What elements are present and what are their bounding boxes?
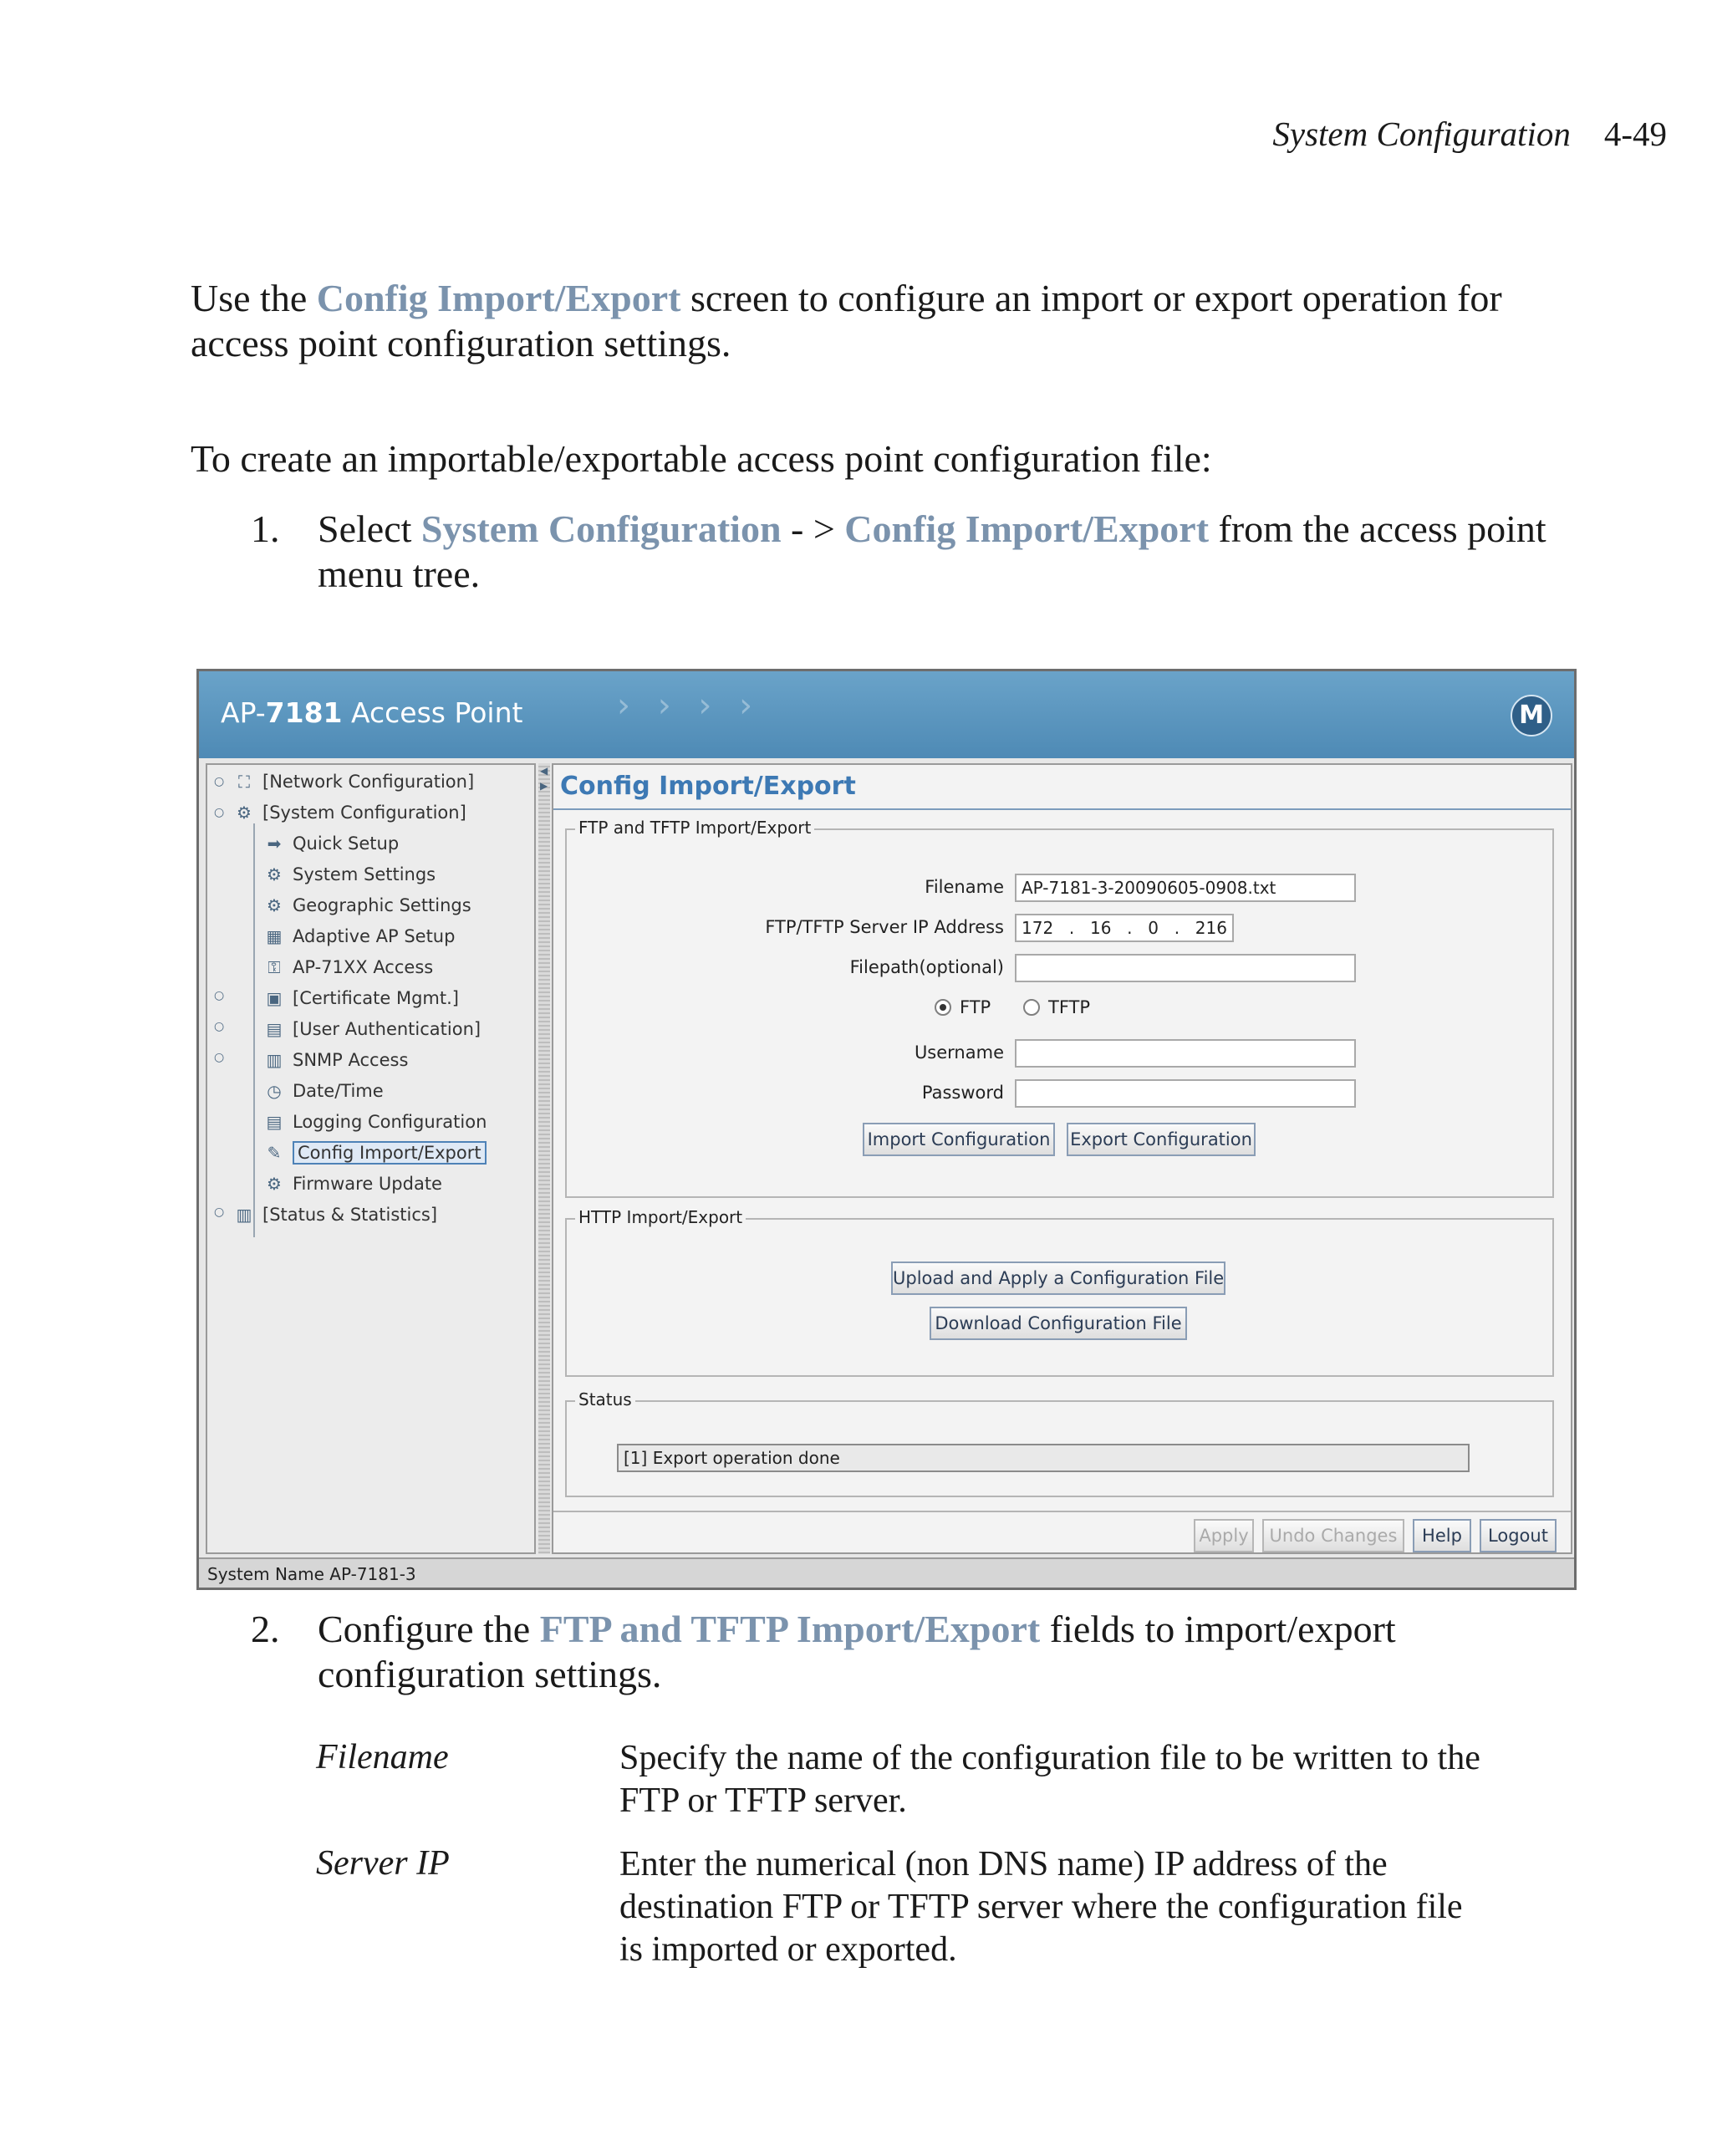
- tree-label: [Network Configuration]: [262, 772, 475, 792]
- snmp-icon: ▥: [266, 1050, 283, 1070]
- step-1-link-config-import[interactable]: Config Import/Export: [844, 507, 1210, 550]
- username-label: Username: [914, 1042, 1004, 1063]
- definition-line: is imported or exported.: [619, 1930, 957, 1969]
- definition-line: destination FTP or TFTP server where the configuration file: [619, 1888, 1463, 1926]
- brand-title: [221, 696, 522, 729]
- footer-divider: [553, 1511, 1571, 1512]
- status-bar: System Name AP-7181-3: [199, 1557, 1574, 1590]
- collapse-right-icon[interactable]: ▶: [540, 780, 548, 792]
- step-2-rest: fields to import/export: [1040, 1608, 1396, 1650]
- filename-field[interactable]: AP-7181-3-20090605-0908.txt: [1015, 874, 1356, 902]
- ip-octet-3: 0: [1148, 918, 1159, 938]
- tree-label: AP-71XX Access: [293, 957, 434, 977]
- radio-ftp[interactable]: [935, 997, 991, 1017]
- page-title: Config Import/Export: [560, 772, 856, 801]
- help-button[interactable]: Help: [1413, 1519, 1471, 1552]
- intro-line2: access point configuration settings.: [191, 322, 731, 364]
- import-configuration-button[interactable]: Import Configuration: [863, 1123, 1055, 1156]
- definition-line: Enter the numerical (non DNS name) IP address of the: [619, 1845, 1388, 1883]
- definition-line: Specify the name of the configuration file to be written to the: [619, 1739, 1480, 1777]
- tree-item-system-settings[interactable]: [262, 861, 436, 888]
- menu-tree: [206, 763, 536, 1554]
- ip-octet-4: 216: [1195, 918, 1227, 938]
- certificate-icon: ▣: [266, 988, 283, 1008]
- tree-label: Date/Time: [293, 1081, 384, 1101]
- ftp-group-legend: FTP and TFTP Import/Export: [575, 818, 814, 838]
- definition-line: FTP or TFTP server.: [619, 1781, 907, 1820]
- ip-octet-2: 16: [1089, 918, 1112, 938]
- log-icon: ▤: [266, 1112, 283, 1132]
- user-auth-icon: ▤: [266, 1019, 283, 1039]
- banner-decoration-icon: › › › ›: [617, 686, 762, 725]
- definition-term-server-ip: Server IP: [316, 1844, 450, 1883]
- tree-label: [System Configuration]: [262, 803, 466, 823]
- tree-item-firmware-update[interactable]: [262, 1170, 442, 1197]
- arrow-icon: ➡: [267, 833, 282, 854]
- tree-label: [Status & Statistics]: [262, 1205, 438, 1225]
- export-configuration-button[interactable]: Export Configuration: [1067, 1123, 1256, 1156]
- step-2-prefix: Configure the: [318, 1608, 540, 1650]
- system-icon: ⚙: [237, 803, 252, 823]
- import-export-icon: ✎: [267, 1143, 282, 1163]
- intro-paragraph: [191, 276, 1612, 366]
- tree-item-geographic-settings[interactable]: [262, 892, 471, 919]
- username-field[interactable]: [1015, 1039, 1356, 1068]
- tree-item-ap-71xx-access[interactable]: [262, 954, 433, 981]
- step-2-link[interactable]: FTP and TFTP Import/Export: [539, 1608, 1041, 1650]
- expand-snmp-icon[interactable]: ○: [214, 1051, 225, 1064]
- tree-item-adaptive-ap-setup[interactable]: [262, 923, 455, 950]
- expand-system-icon[interactable]: ○: [214, 806, 225, 819]
- undo-changes-button[interactable]: Undo Changes: [1262, 1519, 1404, 1552]
- ap-screenshot: [196, 669, 1577, 1590]
- download-configuration-button[interactable]: Download Configuration File: [930, 1307, 1187, 1340]
- settings-icon: ⚙: [267, 864, 282, 884]
- motorola-logo-icon: M: [1511, 695, 1552, 737]
- tree-item-date-time[interactable]: [262, 1078, 384, 1104]
- password-field[interactable]: [1015, 1079, 1356, 1108]
- content-panel: [552, 763, 1572, 1554]
- panel-splitter[interactable]: [538, 763, 550, 1554]
- tree-item-logging-configuration[interactable]: [262, 1109, 487, 1135]
- definition-term-filename: Filename: [316, 1738, 449, 1776]
- intro-rest: screen to configure an import or export operation for: [680, 277, 1502, 319]
- tree-label: Config Import/Export: [293, 1141, 487, 1165]
- ftp-tftp-group: [565, 818, 1554, 1198]
- adaptive-icon: ▦: [266, 926, 283, 946]
- tree-label: Firmware Update: [293, 1174, 442, 1194]
- step-2-number: 2.: [251, 1608, 280, 1650]
- tree-label: Adaptive AP Setup: [293, 926, 456, 946]
- tree-item-config-import-export[interactable]: [262, 1139, 487, 1166]
- intro-prefix: Use the: [191, 277, 317, 319]
- radio-tftp[interactable]: [1023, 997, 1090, 1017]
- password-label: Password: [921, 1083, 1004, 1103]
- running-header-page: 4-49: [1603, 115, 1667, 153]
- tree-item-snmp-access[interactable]: [262, 1047, 408, 1073]
- tree-item-status-statistics[interactable]: [232, 1201, 437, 1228]
- firmware-icon: ⚙: [267, 1174, 282, 1194]
- tree-label: [Certificate Mgmt.]: [293, 988, 459, 1008]
- apply-button[interactable]: Apply: [1194, 1519, 1254, 1552]
- step-1-link-system-config[interactable]: System Configuration: [420, 507, 782, 550]
- upload-configuration-button[interactable]: Upload and Apply a Configuration File: [891, 1261, 1225, 1295]
- tree-item-system-configuration[interactable]: [232, 799, 466, 826]
- app-banner: [199, 671, 1574, 758]
- chart-icon: ▥: [236, 1205, 252, 1225]
- tree-label: [User Authentication]: [293, 1019, 482, 1039]
- http-group: [565, 1207, 1554, 1377]
- definition-desc-filename: [619, 1737, 1506, 1822]
- radio-ftp-dot[interactable]: [935, 999, 951, 1016]
- collapse-left-icon[interactable]: ◀: [540, 765, 548, 777]
- brand-prefix: AP-: [221, 696, 266, 729]
- step-1-line2: menu tree.: [318, 553, 481, 595]
- tree-label: Quick Setup: [293, 833, 400, 854]
- tree-connector: [253, 823, 255, 1237]
- brand-model: 7181: [265, 696, 343, 729]
- filepath-field[interactable]: [1015, 954, 1356, 982]
- ip-octet-1: 172: [1022, 918, 1054, 938]
- tree-label: Logging Configuration: [293, 1112, 487, 1132]
- tree-label: System Settings: [293, 864, 436, 884]
- step-1-sep: - >: [781, 507, 845, 550]
- title-divider: [553, 808, 1571, 810]
- tree-label: Geographic Settings: [293, 895, 471, 915]
- step-1-number: 1.: [251, 507, 280, 550]
- tree-item-user-authentication[interactable]: [262, 1016, 481, 1042]
- step-2-line2: configuration settings.: [318, 1653, 662, 1695]
- expand-user-auth-icon[interactable]: ○: [214, 1020, 225, 1033]
- geo-icon: ⚙: [267, 895, 282, 915]
- running-header-section: System Configuration: [1272, 115, 1571, 153]
- expand-network-icon[interactable]: ○: [214, 775, 225, 788]
- radio-ftp-label: FTP: [960, 997, 991, 1017]
- ip-label: FTP/TFTP Server IP Address: [765, 917, 1004, 937]
- radio-tftp-dot[interactable]: [1023, 999, 1040, 1016]
- definition-desc-server-ip: [619, 1843, 1506, 1971]
- filename-label: Filename: [925, 877, 1004, 897]
- status-message: [1] Export operation done: [617, 1444, 1470, 1472]
- key-icon: ⚿: [268, 957, 281, 977]
- radio-tftp-label: TFTP: [1048, 997, 1091, 1017]
- tree-item-network-configuration[interactable]: [232, 768, 474, 795]
- tree-label: SNMP Access: [293, 1050, 409, 1070]
- step-1-rest: from the access point: [1209, 507, 1546, 550]
- intro-link[interactable]: Config Import/Export: [316, 277, 681, 319]
- clock-icon: ◷: [267, 1081, 282, 1101]
- status-group: [565, 1389, 1554, 1497]
- create-heading: To create an importable/exportable access point configuration file:: [191, 437, 1212, 480]
- http-group-legend: HTTP Import/Export: [575, 1207, 746, 1227]
- tree-item-certificate-mgmt[interactable]: [262, 985, 459, 1012]
- brand-suffix: Access Point: [342, 696, 523, 729]
- tree-item-quick-setup[interactable]: [262, 830, 399, 857]
- expand-certificate-icon[interactable]: ○: [214, 989, 225, 1002]
- ip-address-field[interactable]: 172 . 16 . 0 . 216: [1015, 914, 1234, 942]
- status-group-legend: Status: [575, 1389, 635, 1409]
- expand-status-icon[interactable]: ○: [214, 1205, 225, 1219]
- logout-button[interactable]: Logout: [1480, 1519, 1557, 1552]
- filepath-label: Filepath(optional): [849, 957, 1004, 977]
- network-icon: ⛶: [238, 772, 250, 792]
- step-1-prefix: Select: [318, 507, 421, 550]
- running-header: [1272, 114, 1667, 154]
